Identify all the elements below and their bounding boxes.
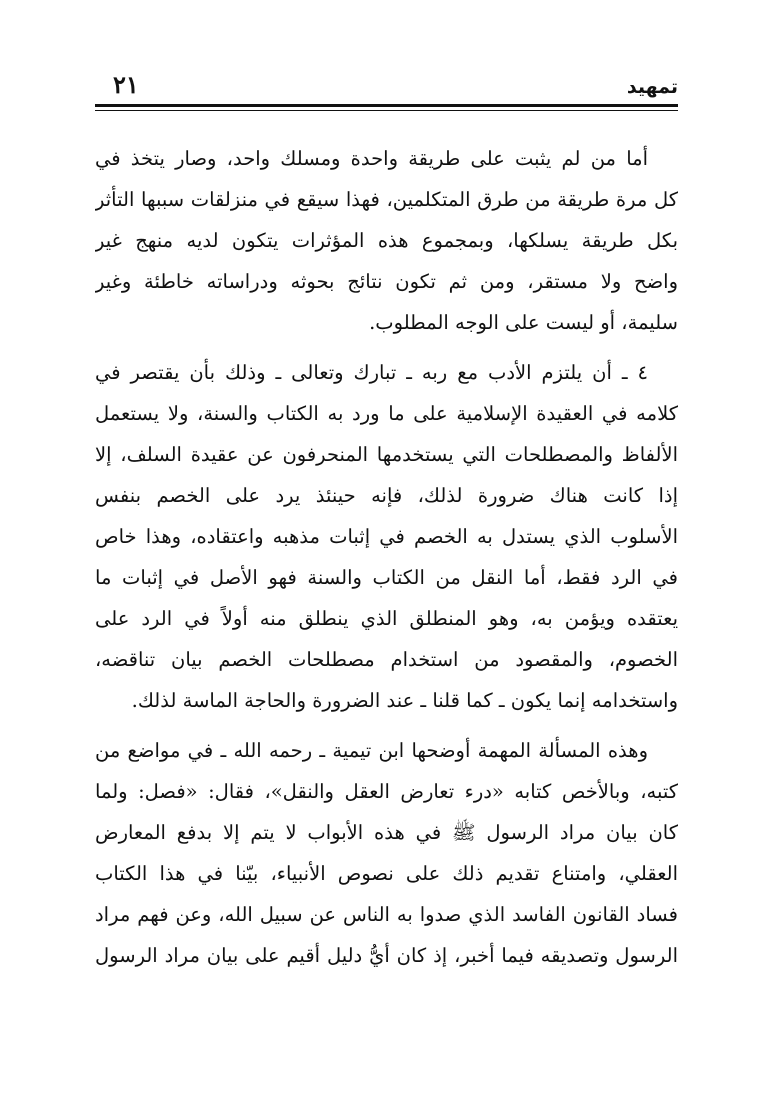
text-line: الألفاظ والمصطلحات التي يستخدمها المنحرفون عن عقيدة السلف، إلا (95, 443, 678, 466)
text-line: الأسلوب الذي يستدل به الخصم في إثبات مذهبه واعتقاده، وهذا خاص (95, 525, 678, 548)
text-line: كتبه، وبالأخص كتابه «درء تعارض العقل والنقل»، فقال: «فصل: ولما (95, 780, 678, 803)
body-text (95, 138, 678, 985)
text-line: واضح ولا مستقر، ومن ثم تكون نتائج بحوثه ودراساته خاطئة وغير (95, 270, 678, 293)
text-line: يعتقده ويؤمن به، وهو المنطلق الذي ينطلق منه أولاً في الرد على (95, 607, 678, 630)
header-rule-thin (95, 110, 678, 111)
text-line: الرسول وتصديقه فيما أخبر، إذ كان أيُّ دليل أقيم على بيان مراد الرسول (95, 944, 678, 967)
text-line: كلامه في العقيدة الإسلامية على ما ورد به الكتاب والسنة، ولا يستعمل (95, 402, 678, 425)
page-number: ٢١ (113, 70, 139, 99)
text-line: بكل طريقة يسلكها، وبمجموع هذه المؤثرات يتكون لديه منهج غير (95, 229, 678, 252)
running-head (95, 72, 678, 102)
text-line: الخصوم، والمقصود من استخدام مصطلحات الخصم بيان تناقضه، (95, 648, 678, 671)
text-line: كان بيان مراد الرسول ﷺ في هذه الأبواب لا يتم إلا بدفع المعارض (95, 821, 678, 844)
paragraph-1 (95, 138, 678, 343)
paragraph-2 (95, 352, 678, 721)
text-line: في الرد فقط، أما النقل من الكتاب والسنة فهو الأصل في إثبات ما (95, 566, 678, 589)
text-line: وهذه المسألة المهمة أوضحها ابن تيمية ـ رحمه الله ـ في مواضع من (95, 739, 648, 762)
text-line: سليمة، أو ليست على الوجه المطلوب. (369, 311, 678, 334)
chapter-title: تمهيد (626, 76, 678, 98)
header-rule (95, 104, 678, 107)
text-line: إذا كانت هناك ضرورة لذلك، فإنه حينئذ يرد على الخصم بنفس (95, 484, 678, 507)
text-line: أما من لم يثبت على طريقة واحدة ومسلك واحد، وصار يتخذ في (95, 147, 648, 170)
text-line: ٤ ـ أن يلتزم الأدب مع ربه ـ تبارك وتعالى ـ وذلك بأن يقتصر في (95, 361, 648, 384)
text-line: كل مرة طريقة من طرق المتكلمين، فهذا سيقع في منزلقات سببها التأثر (95, 188, 678, 211)
text-line: واستخدامه إنما يكون ـ كما قلنا ـ عند الضرورة والحاجة الماسة لذلك. (131, 689, 678, 712)
paragraph-3 (95, 730, 678, 976)
text-line: فساد القانون الفاسد الذي صدوا به الناس عن سبيل الله، وعن فهم مراد (95, 903, 678, 926)
text-line: العقلي، وامتناع تقديم ذلك على نصوص الأنبياء، بيّنا في هذا الكتاب (95, 862, 678, 885)
